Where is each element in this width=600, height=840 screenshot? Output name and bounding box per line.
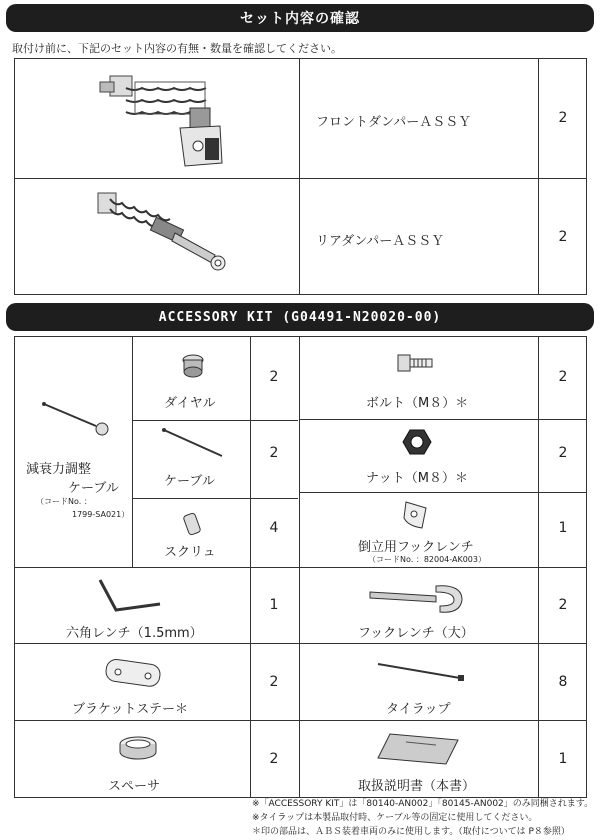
inverted-hook-wrench-name: 倒立用フックレンチ	[358, 540, 474, 555]
cable-qty: 2	[269, 445, 279, 461]
tie-wrap-qty: 8	[558, 674, 568, 690]
inverted-hook-wrench-code: （コードNo. ：82004-AK003）	[368, 555, 486, 564]
divider	[14, 720, 587, 721]
divider	[299, 492, 587, 493]
tie-wrap-name: タイラップ	[386, 702, 451, 717]
divider	[14, 643, 587, 644]
footnote: ※タイラップは本製品取付時、ケーブル等の固定に使用してください。	[252, 813, 538, 823]
dial-qty: 2	[269, 369, 279, 385]
spacer-name: スペーサ	[108, 779, 161, 794]
inverted-hook-wrench-icon	[396, 498, 436, 532]
divider	[250, 336, 251, 798]
divider	[132, 336, 133, 567]
hex-wrench-name: 六角レンチ（1.5mm）	[66, 626, 203, 641]
screw-icon	[180, 510, 204, 538]
nut-name: ナット（M８）＊	[366, 471, 468, 486]
spacer-icon	[116, 734, 160, 764]
hex-wrench-icon	[96, 576, 166, 616]
manual-qty: 1	[558, 751, 568, 767]
spacer-qty: 2	[269, 751, 279, 767]
damping-code-2: 1799-SA021）	[72, 510, 130, 519]
bracket-stay-icon	[104, 656, 164, 690]
bolt-qty: 2	[558, 369, 568, 385]
divider	[14, 567, 587, 568]
manual-icon	[376, 732, 460, 766]
damping-label-2: ケーブル	[68, 481, 119, 496]
divider	[538, 336, 539, 798]
dial-name: ダイヤル	[164, 396, 216, 411]
rear-damper-name: リアダンパーＡＳＳＹ	[316, 234, 445, 249]
intro-text: 取付け前に、下記のセット内容の有無・数量を確認してください。	[12, 42, 342, 55]
divider	[299, 336, 300, 798]
screw-name: スクリュ	[164, 545, 216, 560]
tie-wrap-icon	[376, 660, 466, 684]
divider	[14, 178, 587, 179]
accessory-kit-header	[6, 303, 594, 331]
rear-damper-illustration	[80, 185, 240, 285]
screw-qty: 4	[269, 520, 279, 536]
hook-wrench-large-qty: 2	[558, 597, 568, 613]
hook-wrench-large-name: フックレンチ（大）	[358, 626, 474, 641]
cable-assembly-illustration	[38, 398, 118, 438]
manual-name: 取扱説明書（本書）	[358, 779, 476, 794]
cable-icon	[160, 426, 230, 462]
divider	[132, 420, 298, 421]
bracket-stay-name: ブラケットステー＊	[72, 702, 188, 717]
hook-wrench-large-icon	[366, 578, 466, 618]
divider	[132, 498, 298, 499]
cable-name: ケーブル	[164, 474, 215, 489]
dial-icon	[178, 352, 208, 382]
set-contents-title: セット内容の確認	[240, 11, 360, 27]
divider	[299, 58, 300, 295]
hex-wrench-qty: 1	[269, 597, 279, 613]
footnote: ※「ACCESSORY KIT」は「80140-AN002」「80145-AN002」のみ同梱されます。	[252, 799, 594, 809]
front-damper-illustration	[80, 68, 240, 173]
damping-label-1: 減衰力調整	[26, 462, 92, 477]
front-damper-qty: 2	[558, 110, 568, 126]
nut-qty: 2	[558, 445, 568, 461]
rear-damper-qty: 2	[558, 229, 568, 245]
bolt-name: ボルト（M８）＊	[366, 396, 469, 411]
footnote: ＊印の部品は、ＡＢＳ装着車両のみに使用します。（取付については P８参照）	[252, 827, 570, 837]
divider	[538, 58, 539, 295]
accessory-kit-title: ACCESSORY KIT (G04491-N20020-00)	[158, 309, 442, 325]
bolt-icon	[396, 352, 436, 374]
front-damper-name: フロントダンパーＡＳＳＹ	[316, 115, 472, 130]
divider	[299, 419, 587, 420]
set-contents-header	[6, 4, 594, 32]
damping-code-1: （コードNo. ：	[36, 497, 92, 506]
nut-icon	[402, 428, 432, 456]
inverted-hook-wrench-qty: 1	[558, 520, 568, 536]
footnotes	[252, 797, 593, 839]
bracket-stay-qty: 2	[269, 674, 279, 690]
